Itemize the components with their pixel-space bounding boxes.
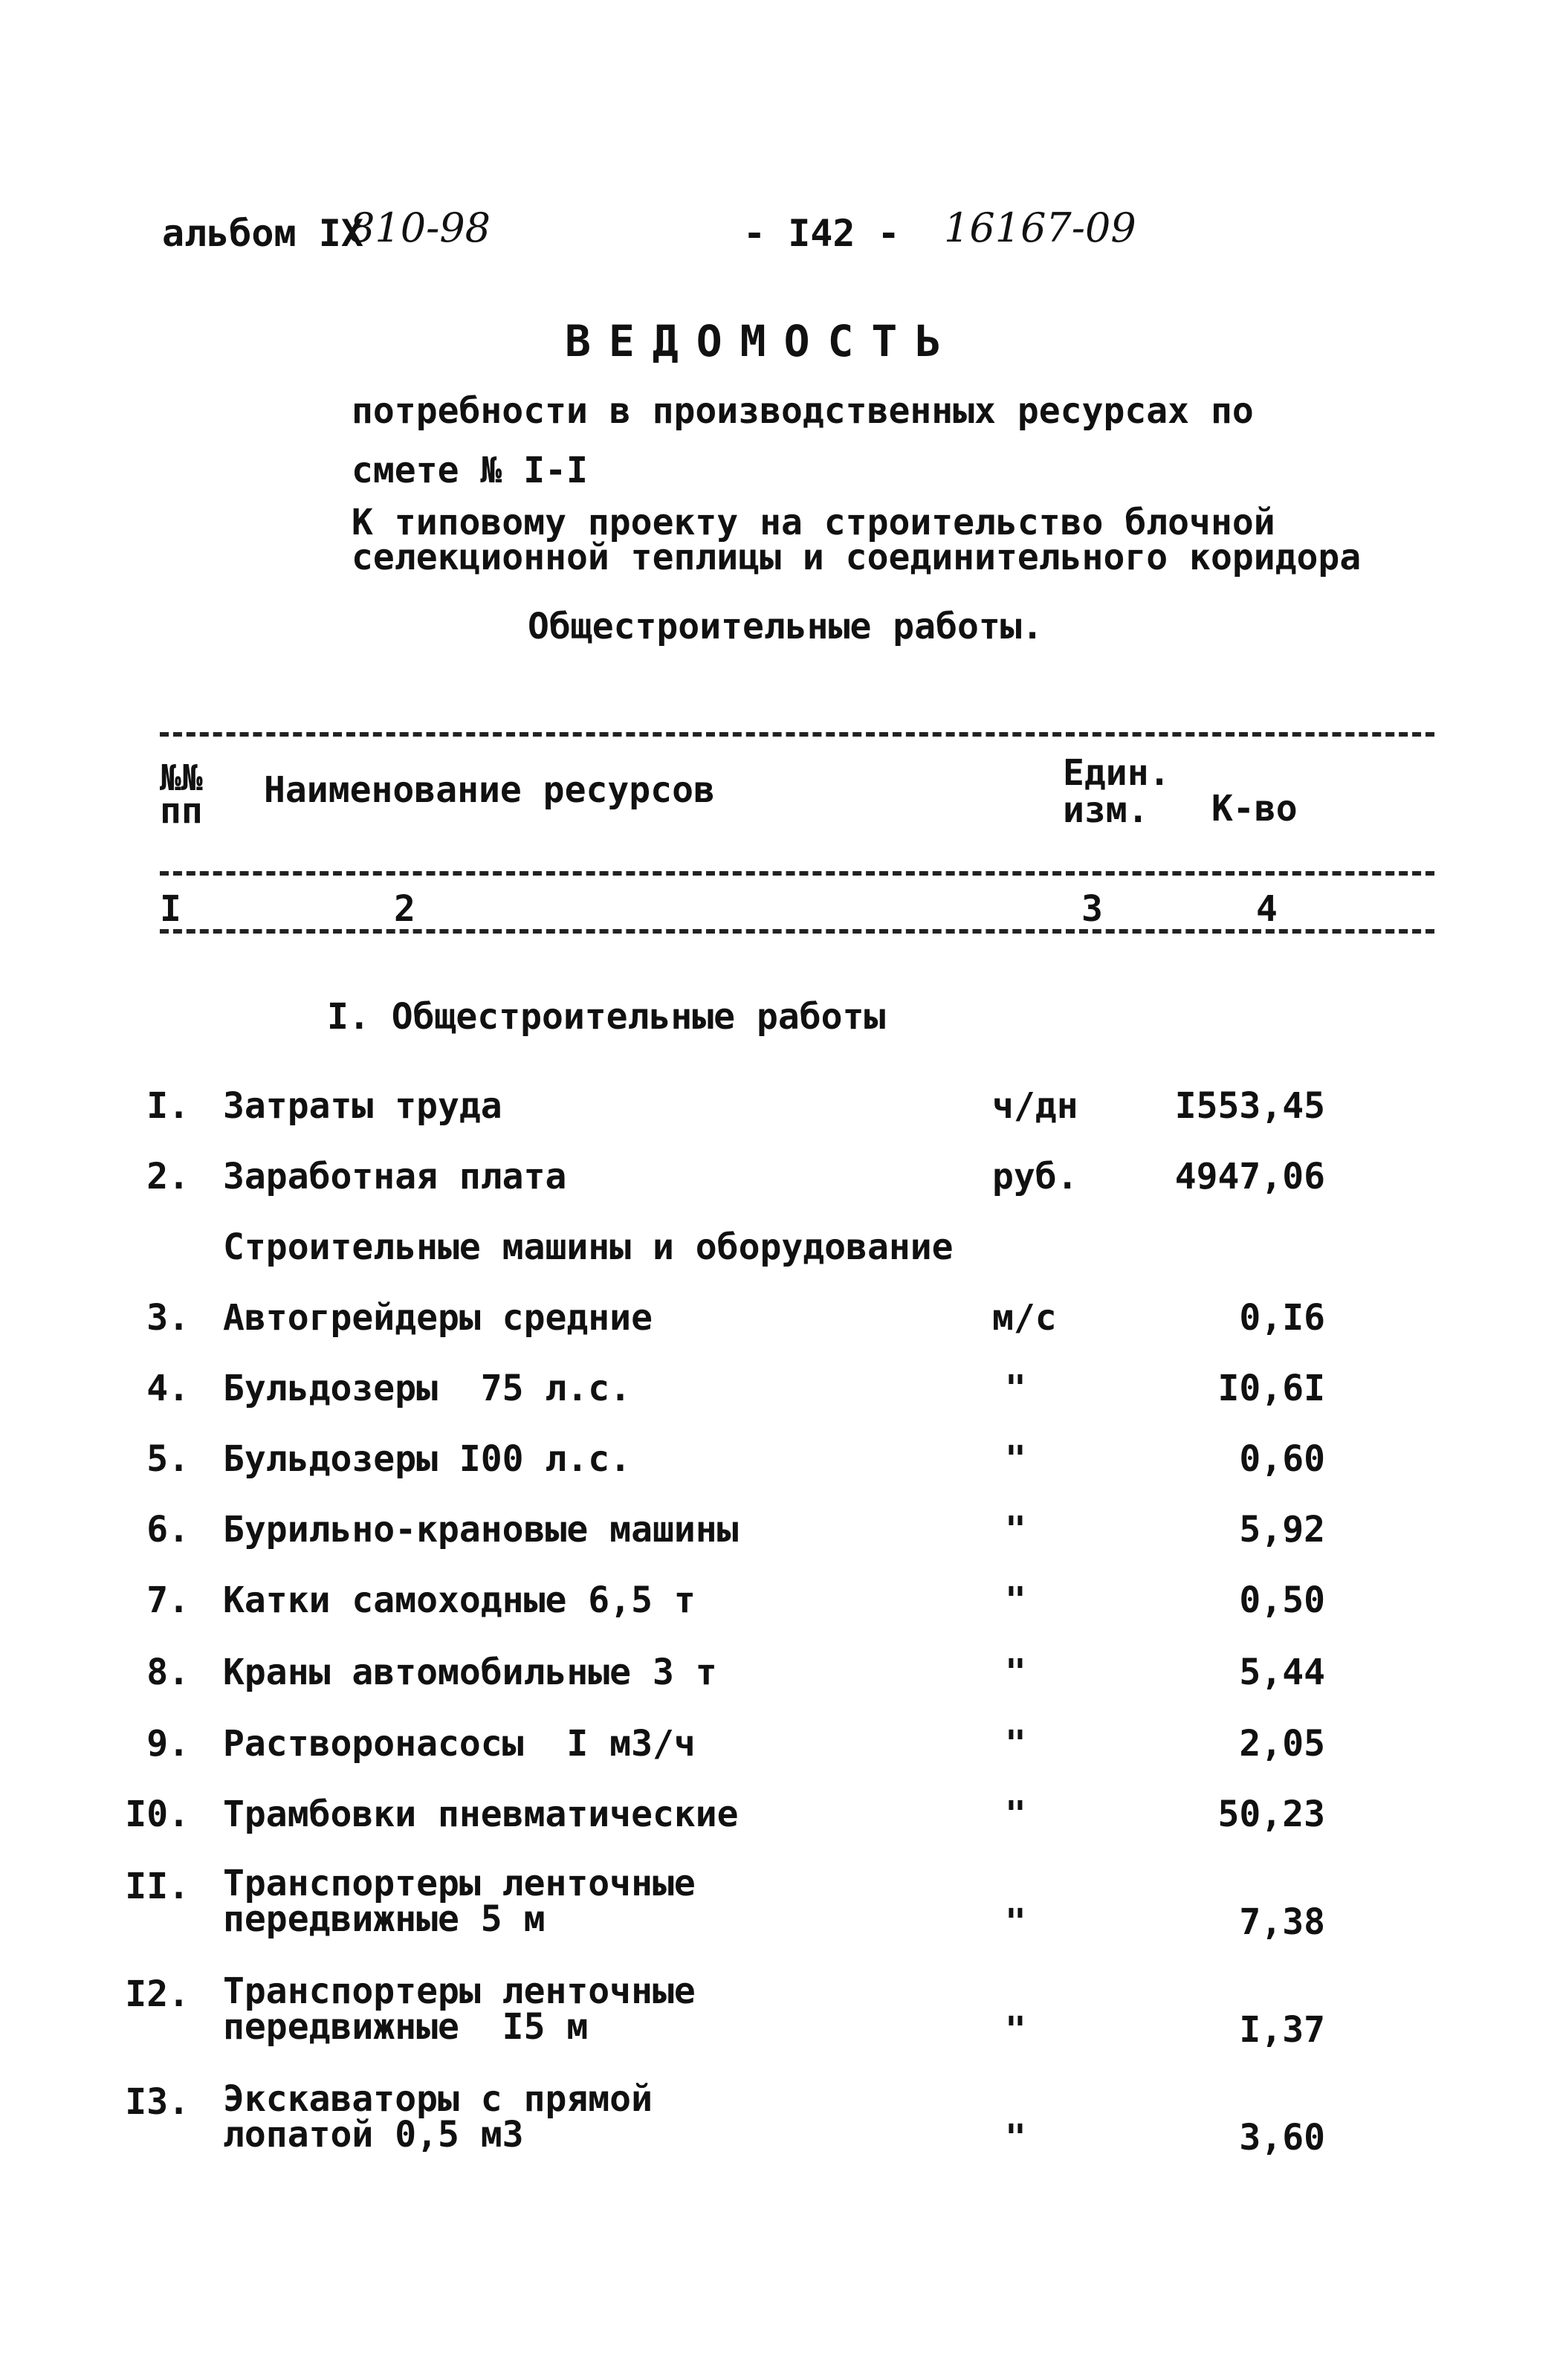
ditto-mark: " — [1005, 1509, 1026, 1550]
ditto-mark: " — [1005, 1368, 1026, 1409]
resource-qty: 0,50 — [1239, 1579, 1325, 1621]
ditto-mark: " — [1005, 1652, 1026, 1693]
row-number: 3. — [146, 1297, 190, 1339]
album-label: альбом IX — [162, 212, 363, 255]
resource-qty: I,37 — [1239, 2009, 1325, 2051]
table-top-rule — [160, 732, 1434, 737]
resource-name: Транспортеры ленточные передвижные 5 м — [223, 1863, 696, 1940]
ditto-mark: " — [1005, 1794, 1026, 1835]
subtitle-line-4: селекционной теплицы и соединительного коридора — [352, 537, 1362, 578]
table-row — [0, 1438, 1563, 1483]
subtitle-line-2: смете № I-I — [352, 450, 588, 491]
row-number: 2. — [146, 1156, 190, 1197]
table-row — [0, 2078, 1563, 2163]
album-handwritten-number: 810-98 — [349, 204, 491, 251]
resource-name: Бурильно-крановые машины — [223, 1509, 739, 1550]
resource-name: Краны автомобильные 3 т — [223, 1652, 717, 1693]
resource-name: Трамбовки пневматические — [223, 1794, 739, 1835]
row-number: 6. — [146, 1509, 190, 1550]
subsection-title: Строительные машины и оборудование — [223, 1226, 954, 1268]
table-row — [0, 1652, 1563, 1696]
row-number: 4. — [146, 1368, 190, 1409]
resource-name: Заработная плата — [223, 1156, 567, 1197]
resource-name: Автогрейдеры средние — [223, 1297, 653, 1339]
table-row — [0, 1509, 1563, 1553]
ditto-mark: " — [1005, 1438, 1026, 1480]
row-number: 7. — [146, 1579, 190, 1621]
subtitle-line-1: потребности в производственных ресурсах по — [352, 390, 1254, 432]
table-row — [0, 1794, 1563, 1838]
resource-unit: руб. — [992, 1156, 1078, 1197]
col-number-1: I — [160, 888, 181, 930]
header-bottom-rule — [160, 871, 1434, 876]
row-number: 5. — [146, 1438, 190, 1480]
resource-name: Катки самоходные 6,5 т — [223, 1579, 696, 1621]
section-title: I. Общестроительные работы — [327, 996, 886, 1038]
resource-qty: 0,60 — [1239, 1438, 1325, 1480]
resource-qty: 0,I6 — [1239, 1297, 1325, 1339]
resource-qty: 5,44 — [1239, 1652, 1325, 1693]
resource-unit: м/с — [992, 1297, 1057, 1339]
table-row — [0, 1085, 1563, 1130]
resource-qty: I0,6I — [1217, 1368, 1325, 1409]
resource-qty: 7,38 — [1239, 1901, 1325, 1943]
resource-qty: 5,92 — [1239, 1509, 1325, 1550]
ditto-mark: " — [1005, 1723, 1026, 1765]
resource-qty: 50,23 — [1217, 1794, 1325, 1835]
col-number-2: 2 — [394, 888, 415, 930]
resource-qty: 2,05 — [1239, 1723, 1325, 1765]
col-number-rule — [160, 929, 1434, 934]
row-number: I. — [146, 1085, 190, 1127]
col-number-3: 3 — [1081, 888, 1103, 930]
row-number: I2. — [125, 1973, 190, 2015]
resource-unit: ч/дн — [992, 1085, 1078, 1127]
resource-qty: 4947,06 — [1174, 1156, 1325, 1197]
resource-name: Экскаваторы с прямой лопатой 0,5 м3 — [223, 2078, 653, 2156]
table-row — [0, 1723, 1563, 1768]
header-num: №№ пп — [160, 757, 203, 832]
resource-qty: I553,45 — [1174, 1085, 1325, 1127]
row-number: II. — [125, 1866, 190, 1907]
ditto-mark: " — [1005, 1901, 1026, 1943]
page-number: - I42 - — [743, 212, 900, 255]
resource-name: Транспортеры ленточные передвижные I5 м — [223, 1970, 696, 2048]
row-number: I0. — [125, 1794, 190, 1835]
resource-name: Бульдозеры I00 л.с. — [223, 1438, 632, 1480]
table-row — [0, 1156, 1563, 1200]
row-number: 9. — [146, 1723, 190, 1765]
document-title: ВЕДОМОСТЬ — [565, 316, 960, 366]
ditto-mark: " — [1005, 2117, 1026, 2159]
row-number: I3. — [125, 2081, 190, 2123]
table-row — [0, 1297, 1563, 1342]
ditto-mark: " — [1005, 1579, 1026, 1621]
header-unit: Един. изм. — [1063, 752, 1171, 831]
header-name: Наименование ресурсов — [264, 769, 715, 811]
subtitle-line-3: К типовому проекту на строительство блочной — [352, 502, 1275, 543]
table-row — [0, 1368, 1563, 1412]
table-row — [0, 1863, 1563, 1947]
section-caption: Общестроительные работы. — [528, 606, 1043, 647]
header-qty: К-во — [1211, 788, 1298, 830]
ditto-mark: " — [1005, 2009, 1026, 2051]
code-handwritten: 16167-09 — [944, 204, 1136, 251]
row-number: 8. — [146, 1652, 190, 1693]
table-row — [0, 1970, 1563, 2055]
resource-qty: 3,60 — [1239, 2117, 1325, 2159]
col-number-4: 4 — [1256, 888, 1278, 930]
table-row — [0, 1579, 1563, 1624]
resource-name: Затраты труда — [223, 1085, 502, 1127]
resource-name: Растворонасосы I м3/ч — [223, 1723, 696, 1765]
resource-name: Бульдозеры 75 л.с. — [223, 1368, 632, 1409]
